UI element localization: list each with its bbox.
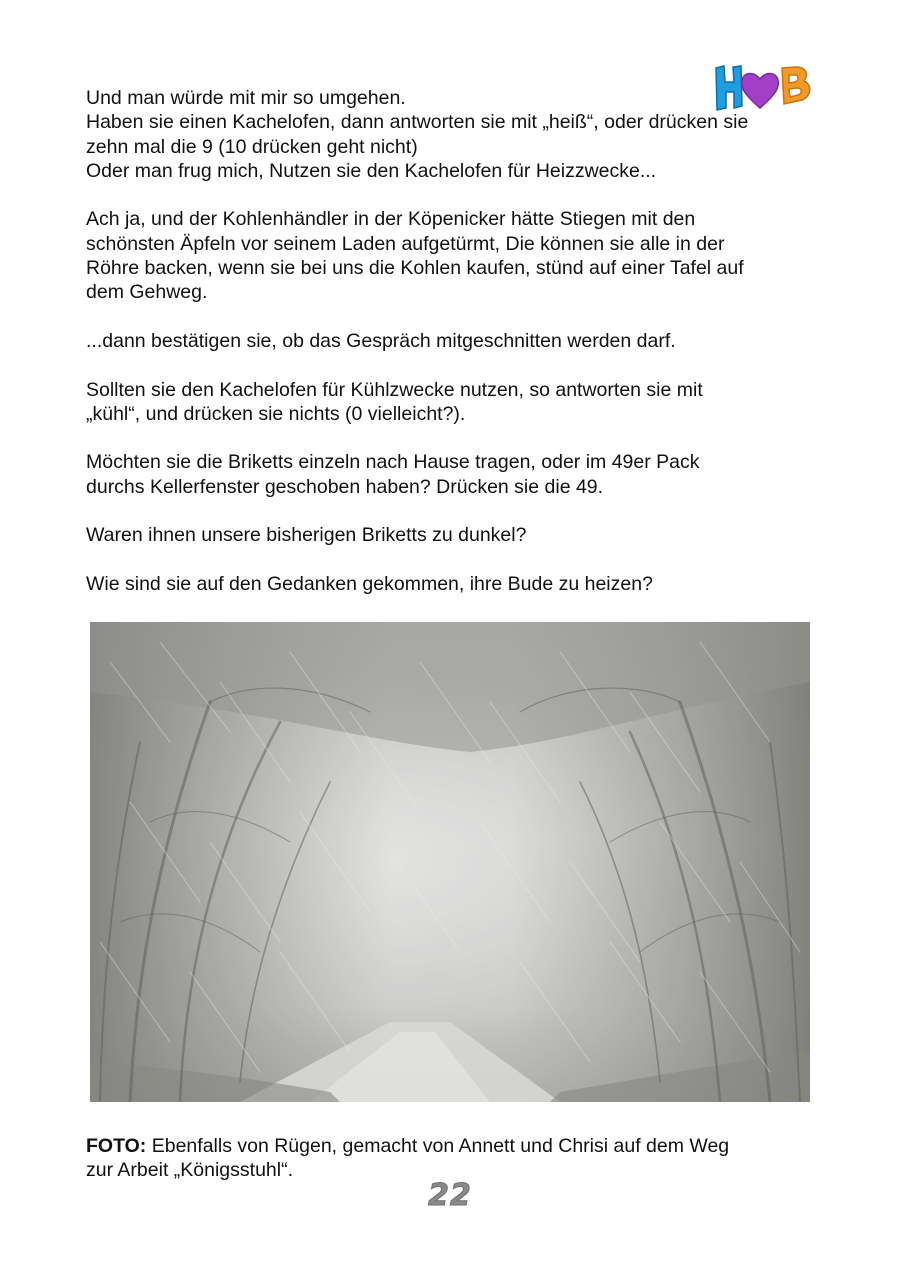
page-number: 22: [428, 1178, 472, 1213]
caption-text: Ebenfalls von Rügen, gemacht von Annett und Chrisi auf dem Weg: [146, 1135, 730, 1157]
text-line: Waren ihnen unsere bisherigen Briketts zu dunkel?: [86, 524, 527, 547]
text-line: schönsten Äpfeln vor seinem Laden aufgetürmt, Die können sie alle in der: [86, 232, 725, 255]
photo-caption: [86, 1134, 826, 1183]
text-line: Röhre backen, wenn sie bei uns die Kohlen kaufen, stünd auf einer Tafel auf: [86, 257, 744, 280]
text-line: zehn mal die 9 (10 drücken geht nicht): [86, 135, 418, 158]
paragraph-6: [86, 523, 826, 547]
text-line: Haben sie einen Kachelofen, dann antworten sie mit „heiß“, oder drücken sie: [86, 111, 749, 134]
snowstorm-image: [90, 622, 810, 1102]
text-line: Ach ja, und der Kohlenhändler in der Köpenicker hätte Stiegen mit den: [86, 208, 696, 231]
paragraph-5: [86, 450, 826, 499]
text-line: durchs Kellerfenster geschoben haben? Drücken sie die 49.: [86, 475, 604, 498]
text-line: Wie sind sie auf den Gedanken gekommen, ihre Bude zu heizen?: [86, 572, 653, 595]
text-line: Sollten sie den Kachelofen für Kühlzwecke nutzen, so antworten sie mit: [86, 378, 703, 401]
text-line: ...dann bestätigen sie, ob das Gespräch mitgeschnitten werden darf.: [86, 329, 676, 352]
snowstorm-road-photo: [90, 622, 810, 1102]
paragraph-3: [86, 329, 826, 353]
paragraph-7: [86, 572, 826, 596]
text-line: Möchten sie die Briketts einzeln nach Hause tragen, oder im 49er Pack: [86, 451, 700, 474]
text-line: Oder man frug mich, Nutzen sie den Kachelofen für Heizzwecke...: [86, 159, 657, 182]
text-line: „kühl“, und drücken sie nichts (0 vielleicht?).: [86, 402, 466, 425]
paragraph-1: [86, 86, 826, 183]
caption-label: FOTO:: [86, 1135, 147, 1157]
caption-text: zur Arbeit „Königsstuhl“.: [86, 1159, 294, 1182]
text-line: dem Gehweg.: [86, 281, 208, 304]
paragraph-4: [86, 378, 826, 427]
text-line: Und man würde mit mir so umgehen.: [86, 87, 406, 109]
article-text: [86, 86, 826, 621]
paragraph-2: [86, 207, 826, 304]
